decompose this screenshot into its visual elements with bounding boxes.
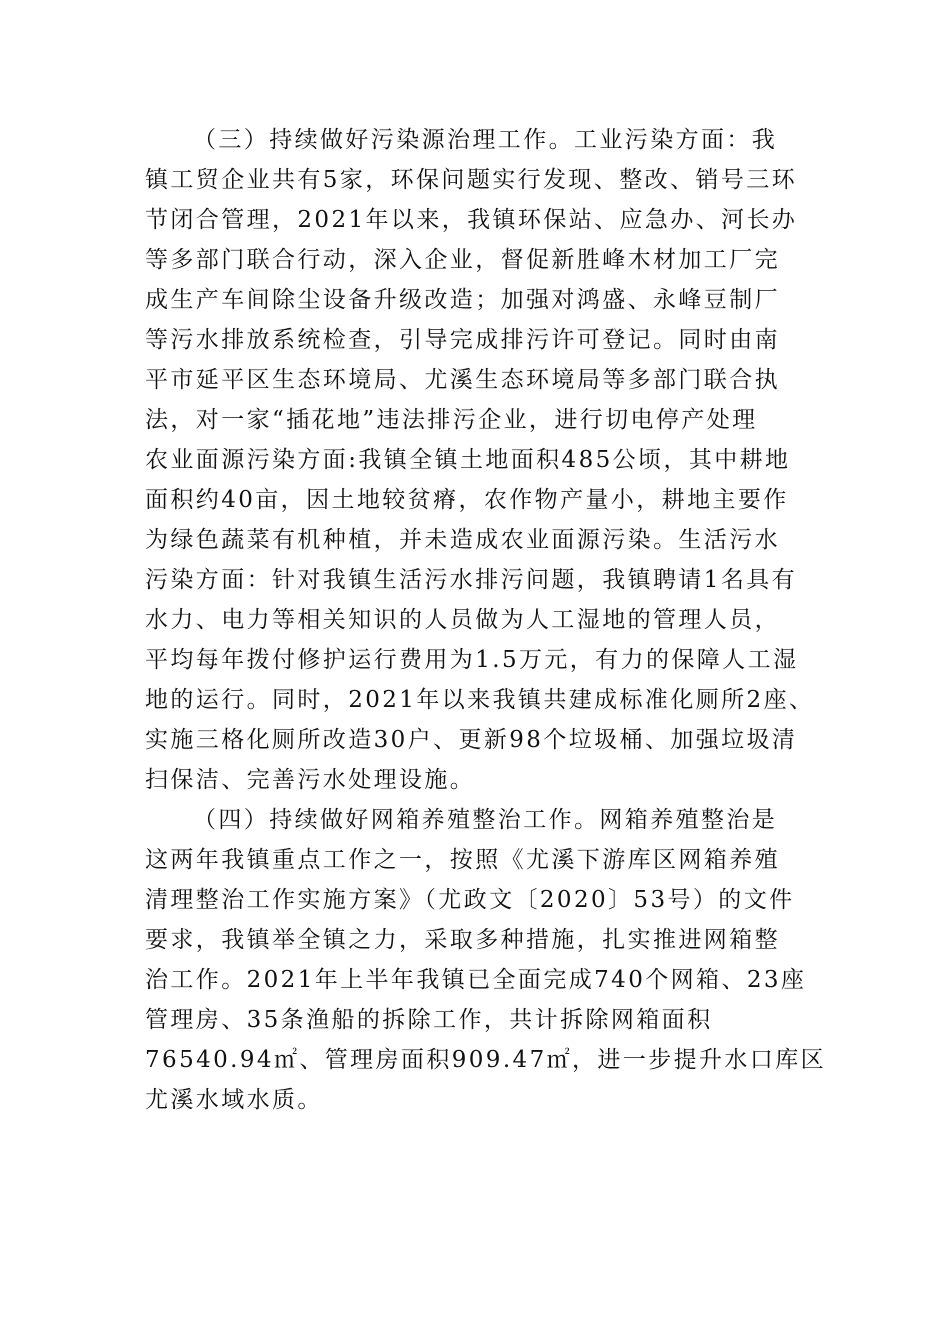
paragraph-line: 尤溪水域水质。 <box>145 1087 323 1113</box>
paragraph-line: （三）持续做好污染源治理工作。工业污染方面：我 <box>193 127 778 153</box>
paragraph-line: 地的运行。同时，2021年以来我镇共建成标准化厕所2座、 <box>145 687 815 713</box>
paragraph-line: 平市延平区生态环境局、尤溪生态环境局等多部门联合执 <box>145 367 780 393</box>
paragraph-line: 镇工贸企业共有5家，环保问题实行发现、整改、销号三环 <box>145 167 798 193</box>
paragraph-line: 节闭合管理，2021年以来，我镇环保站、应急办、河长办 <box>145 207 798 233</box>
paragraph-3 <box>145 120 815 800</box>
paragraph-line: 法，对一家“插花地”违法排污企业，进行切电停产处理 <box>145 407 758 433</box>
paragraph-line: 等多部门联合行动，深入企业，督促新胜峰木材加工厂完 <box>145 247 780 273</box>
paragraph-line: 清理整治工作实施方案》（尤政文〔2020〕53号）的文件 <box>145 887 795 913</box>
paragraph-line: 76540.94㎡、管理房面积909.47㎡，进一步提升水口库区 <box>145 1047 827 1073</box>
paragraph-line: 实施三格化厕所改造30户、更新98个垃圾桶、加强垃圾清 <box>145 727 798 753</box>
paragraph-line: 等污水排放系统检查，引导完成排污许可登记。同时由南 <box>145 327 780 353</box>
document-body <box>145 120 827 1120</box>
paragraph-line: 成生产车间除尘设备升级改造；加强对鸿盛、永峰豆制厂 <box>145 287 780 313</box>
paragraph-line: 平均每年拨付修护运行费用为1.5万元，有力的保障人工湿 <box>145 647 799 673</box>
paragraph-line: 面积约40亩，因土地较贫瘠，农作物产量小，耕地主要作 <box>145 487 789 513</box>
paragraph-4 <box>145 800 827 1120</box>
paragraph-line: 水力、电力等相关知识的人员做为人工湿地的管理人员， <box>145 607 780 633</box>
paragraph-line: 污染方面：针对我镇生活污水排污问题，我镇聘请1名具有 <box>145 567 798 593</box>
paragraph-line: 扫保洁、完善污水处理设施。 <box>145 767 476 793</box>
paragraph-line: 为绿色蔬菜有机种植，并未造成农业面源污染。生活污水 <box>145 527 780 553</box>
paragraph-line: 要求，我镇举全镇之力，采取多种措施，扎实推进网箱整 <box>145 927 780 953</box>
paragraph-line: 管理房、35条渔船的拆除工作，共计拆除网箱面积 <box>145 1007 713 1033</box>
paragraph-line: 治工作。2021年上半年我镇已全面完成740个网箱、23座 <box>145 967 807 993</box>
paragraph-line: （四）持续做好网箱养殖整治工作。网箱养殖整治是 <box>193 807 778 833</box>
paragraph-line: 农业面源污染方面:我镇全镇土地面积485公顷，其中耕地 <box>145 447 791 473</box>
paragraph-line: 这两年我镇重点工作之一，按照《尤溪下游库区网箱养殖 <box>145 847 780 873</box>
